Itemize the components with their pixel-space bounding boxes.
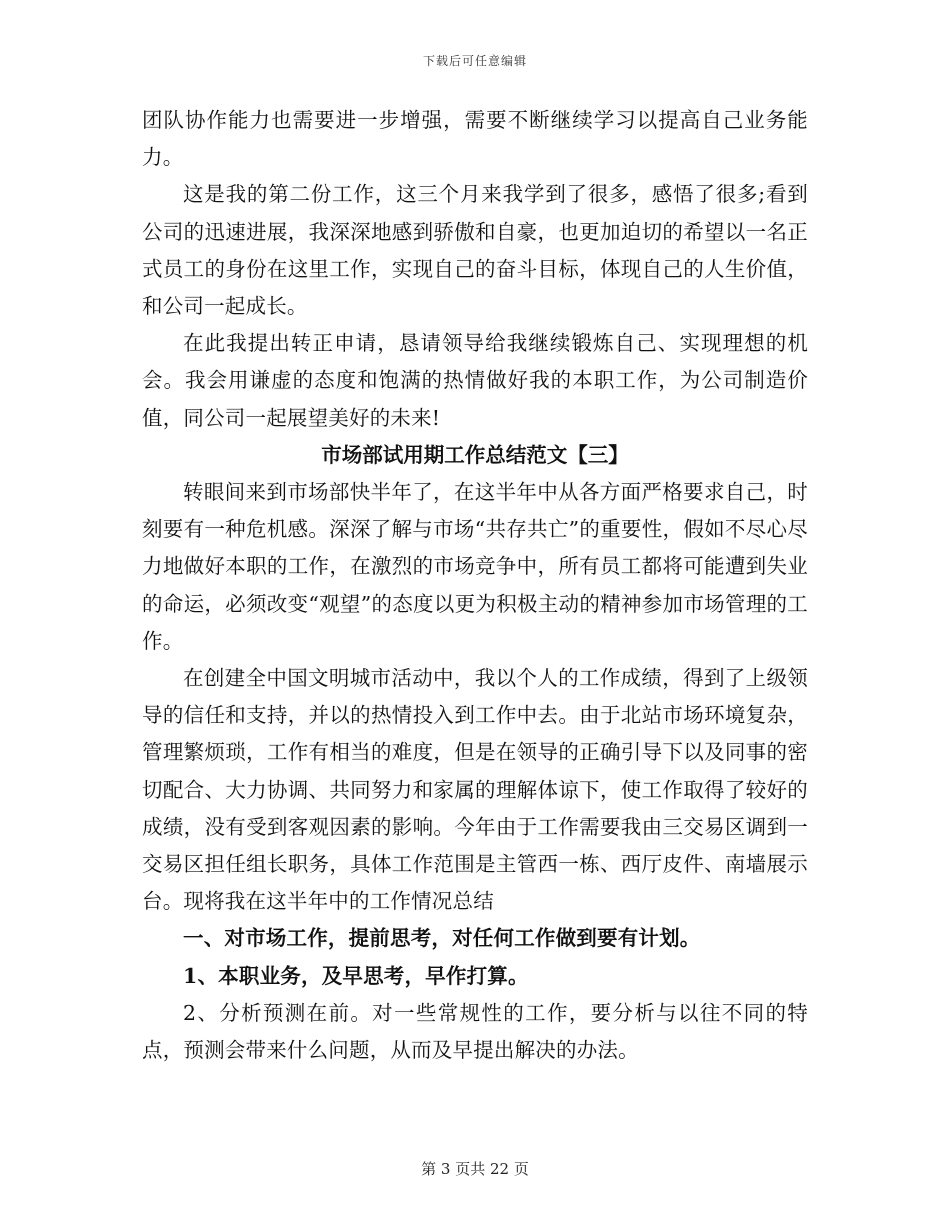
paragraph-2: 这是我的第二份工作，这三个月来我学到了很多，感悟了很多;看到公司的迅速进展，我深深地感到骄傲和自豪，也更加迫切的希望以一名正式员工的身份在这里工作，实现自己的奋斗目标，体现自己的人生价值，和公司一起成长。 [142,182,808,319]
heading-1: 一、对市场工作，提前思考，对任何工作做到要有计划。 [183,926,701,951]
document-body [142,102,808,1069]
page-header: 下载后可任意编辑 [422,54,527,68]
section-title: 市场部试用期工作总结范文【三】 [321,442,629,467]
paragraph-3: 在此我提出转正申请，恳请领导给我继续锻炼自己、实现理想的机会。我会用谦虚的态度和饱满的热情做好我的本职工作，为公司制造价值，同公司一起展望美好的未来! [142,331,808,430]
page-footer: 第 3 页共 22 页 [421,1160,529,1178]
heading-2: 1、本职业务，及早思考，早作打算。 [183,963,529,988]
paragraph-4: 转眼间来到市场部快半年了，在这半年中从各方面严格要求自己，时刻要有一种危机感。深深了解与市场“共存共亡”的重要性，假如不尽心尽力地做好本职的工作，在激烈的市场竞争中，所有员工都将可能遭到失业的命运，必须改变“观望”的态度以更为积极主动的精神参加市场管理的工作。 [142,480,808,653]
paragraph-1: 团队协作能力也需要进一步增强，需要不断继续学习以提高自己业务能力。 [142,108,808,170]
paragraph-6: 2、分析预测在前。对一些常规性的工作，要分析与以往不同的特点，预测会带来什么问题，从而及早提出解决的办法。 [142,1000,808,1063]
paragraph-5: 在创建全中国文明城市活动中，我以个人的工作成绩，得到了上级领导的信任和支持，并以的热情投入到工作中去。由于北站市场环境复杂，管理繁烦琐，工作有相当的难度，但是在领导的正确引导下以及同事的密切配合、大力协调、共同努力和家属的理解体谅下，使工作取得了较好的成绩，没有受到客观因素的影响。今年由于工作需要我由三交易区调到一交易区担任组长职务，具体工作范围是主管西一栋、西厅皮件、南墙展示台。现将我在这半年中的工作情况总结 [142,666,808,914]
